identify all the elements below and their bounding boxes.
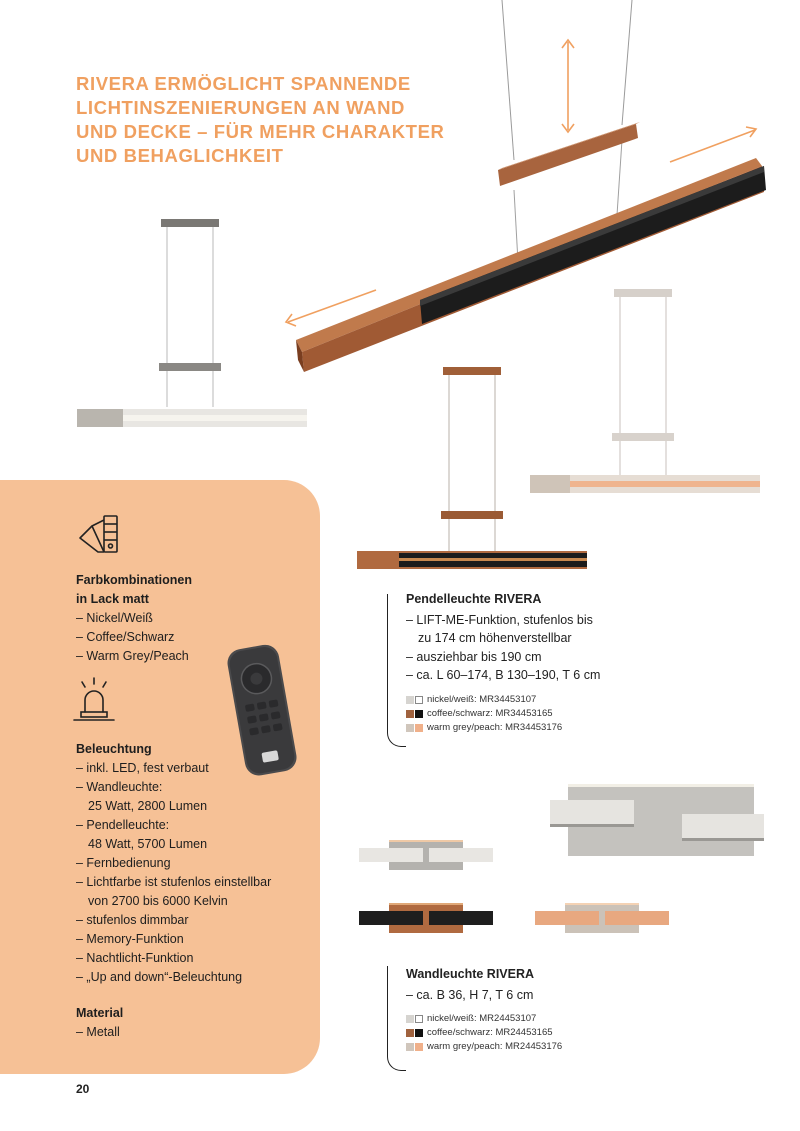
beleuchtung-section [76,740,271,987]
spec-line: – ausziehbar bis 190 cm [406,649,542,664]
farbkombinationen-section [76,571,192,666]
variant-item [406,1040,562,1054]
list-item: – Lichtfarbe ist stufenlos einstellbar [76,875,272,889]
list-item: – Coffee/Schwarz [76,630,175,644]
wall-lamp-coffee-photo [357,901,495,935]
swatch-peach [415,724,423,732]
swatch-black [415,710,423,718]
height-arrow-icon [562,40,574,132]
pendel-spec [406,590,600,735]
list-item: – Warm Grey/Peach [76,649,189,663]
variant-item [406,707,600,721]
variant-label: coffee/schwarz: MR24453165 [427,1027,553,1038]
variant-item [406,721,600,735]
swatch-coffee [406,1029,414,1037]
swatch-white [415,696,423,704]
list-item: 48 Watt, 5700 Lumen [88,837,208,851]
section-heading: Beleuchtung [76,742,152,756]
headline-line: RIVERA ERMÖGLICHT SPANNENDE [76,73,411,94]
swatch-nickel [406,1015,414,1023]
wand-spec [406,965,562,1054]
section-heading: Farbkombinationen [76,573,192,587]
wall-lamp-nickel-photo [357,838,495,872]
page-number: 20 [76,1082,90,1096]
swatch-peach [415,1043,423,1051]
swatch-white [415,1015,423,1023]
spec-line: zu 174 cm höhenverstellbar [418,631,572,645]
headline-line: UND BEHAGLICHKEIT [76,145,284,166]
pendant-coffee-photo [355,365,591,575]
list-item: – stufenlos dimmbar [76,913,189,927]
product-title: Wandleuchte RIVERA [406,967,535,981]
variant-label: coffee/schwarz: MR34453165 [427,707,553,719]
list-item: – Fernbedienung [76,856,171,870]
pendel-spec-bracket [387,594,406,747]
wand-spec-bracket [387,966,406,1071]
spec-line: – ca. L 60–174, B 130–190, T 6 cm [406,668,601,682]
variant-label: nickel/weiß: MR34453107 [427,693,537,705]
list-item: – Wandleuchte: [76,780,163,794]
headline-line: LICHTINSZENIERUNGEN AN WAND [76,97,405,118]
list-item: – inkl. LED, fest verbaut [76,761,209,775]
wall-lamp-warmgrey-photo [533,901,671,935]
variant-list [406,1012,562,1054]
product-title: Pendelleuchte RIVERA [406,592,542,606]
swatch-coffee [406,710,414,718]
variant-label: warm grey/peach: MR34453176 [427,721,563,733]
spec-line: – ca. B 36, H 7, T 6 cm [406,987,534,1002]
list-item: von 2700 bis 6000 Kelvin [88,894,228,908]
lamp-icon [72,676,116,722]
variant-list [406,693,600,735]
list-item: – Memory-Funktion [76,932,184,946]
list-item: – Nickel/Weiß [76,611,153,625]
list-item: – Pendelleuchte: [76,818,170,832]
spec-line: – LIFT-ME-Funktion, stufenlos bis [406,612,593,627]
section-heading: in Lack matt [76,592,149,606]
swatch-black [415,1029,423,1037]
material-section [76,1004,123,1042]
list-item: – Nachtlicht-Funktion [76,951,194,965]
variant-label: warm grey/peach: MR24453176 [427,1041,563,1052]
wall-lamp-nickel-large-photo [548,780,766,860]
swatch-warm-grey [406,1043,414,1051]
list-item: – „Up and down“-Beleuchtung [76,970,243,984]
swatch-warm-grey [406,724,414,732]
variant-item [406,1012,562,1026]
color-fan-icon [76,514,124,556]
pendant-nickel-photo [75,215,310,435]
list-item: – Metall [76,1025,120,1039]
list-item: 25 Watt, 2800 Lumen [88,799,208,813]
section-heading: Material [76,1006,124,1020]
headline-line: UND DECKE – FÜR MEHR CHARAKTER [76,121,445,142]
variant-label: nickel/weiß: MR24453107 [427,1013,537,1024]
variant-item [406,1026,562,1040]
variant-item [406,693,600,707]
extend-right-arrow-icon [670,127,756,162]
swatch-nickel [406,696,414,704]
